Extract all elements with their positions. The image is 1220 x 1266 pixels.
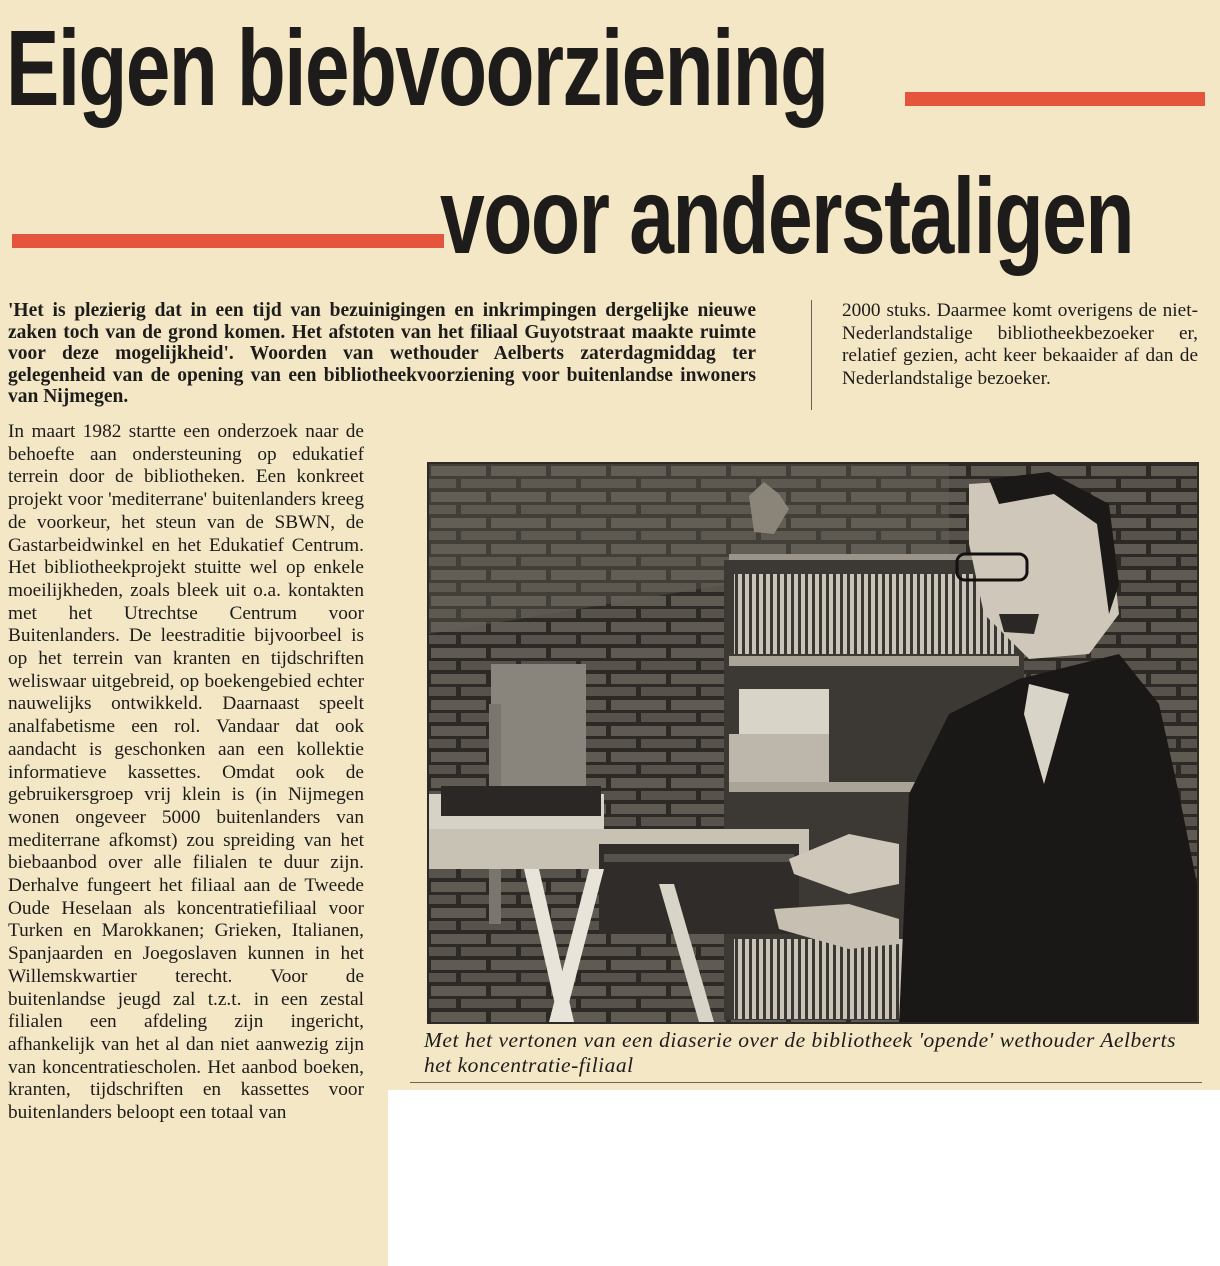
column-divider	[811, 300, 812, 410]
body-column-left: In maart 1982 startte een onderzoek naar de behoefte aan ondersteuning op edukatief terrein door de bibliotheken. Een konkreet projekt voor 'mediterrane' buitenlanders kreeg de voorkeur, het steun van de SBWN, de Gastarbeidwinkel en het Edukatief Centrum. Het bibliotheekprojekt stuitte wel op enkele moeilijkheden, zoals bleek uit o.a. kontakten met het Utrechtse Centrum voor Buitenlanders. De leestraditie bijvoorbeel is op het terrein van kranten en tijdschriften weliswaar uitgebreid, op boekengebied echter nauwelijks ontwikkeld. Daarnaast speelt analfabetisme een rol. Vandaar dat ook aandacht is geschonken aan een kollektie informatieve kassettes. Omdat ook de gebruikersgroep vrij klein is (in Nijmegen wonen ongeveer 5000 buitenlanders van mediterrane afkomst) zou spreiding van het biebaanbod over alle filialen te duur zijn. Derhalve fungeert het filiaal aan de Tweede Oude Heselaan als koncentratiefiliaal voor Turken en Marokkanen; Grieken, Italianen, Spanjaarden en Joegoslaven kunnen in het Willemskwartier terecht. Voor de buitenlandse jeugd zal t.z.t. in een zestal filialen een afdeling zijn ingericht, afhankelijk van het al dan niet aanwezig zijn van koncentratiescholen. Het aanbod boeken, kranten, tijdschriften en kassettes voor buitenlanders beloopt een totaal van	[8, 421, 364, 1124]
body-column-right: 2000 stuks. Daarmee komt overigens de niet-Nederlandstalige bibliotheekbezoeker er, relatief gezien, acht keer bekaaider af dan de Nederlandstalige bezoeker.	[842, 300, 1198, 390]
headline-line-1: Eigen biebvoorziening	[6, 7, 828, 128]
headline-line-2: voor anderstaligen	[440, 155, 1134, 276]
news-photo	[427, 462, 1199, 1024]
lead-paragraph: 'Het is plezierig dat in een tijd van bezuinigingen en inkrimpingen dergelijke nieuwe zaken toch van de grond komen. Het afstoten van het filiaal Guyotstraat maakte ruimte voor deze mogelijkheid'. Woorden van wethouder Aelberts zaterdagmiddag ter gelegenheid van de opening van een bibliotheekvoorziening voor buitenlandse inwoners van Nijmegen.	[8, 300, 756, 408]
photo-caption: Met het vertonen van een diaserie over de bibliotheek 'opende' wethouder Aelberts het koncentratie-filiaal	[424, 1028, 1177, 1077]
caption-rule	[410, 1082, 1202, 1083]
red-rule-top	[905, 92, 1205, 106]
red-rule-bottom	[12, 234, 444, 248]
